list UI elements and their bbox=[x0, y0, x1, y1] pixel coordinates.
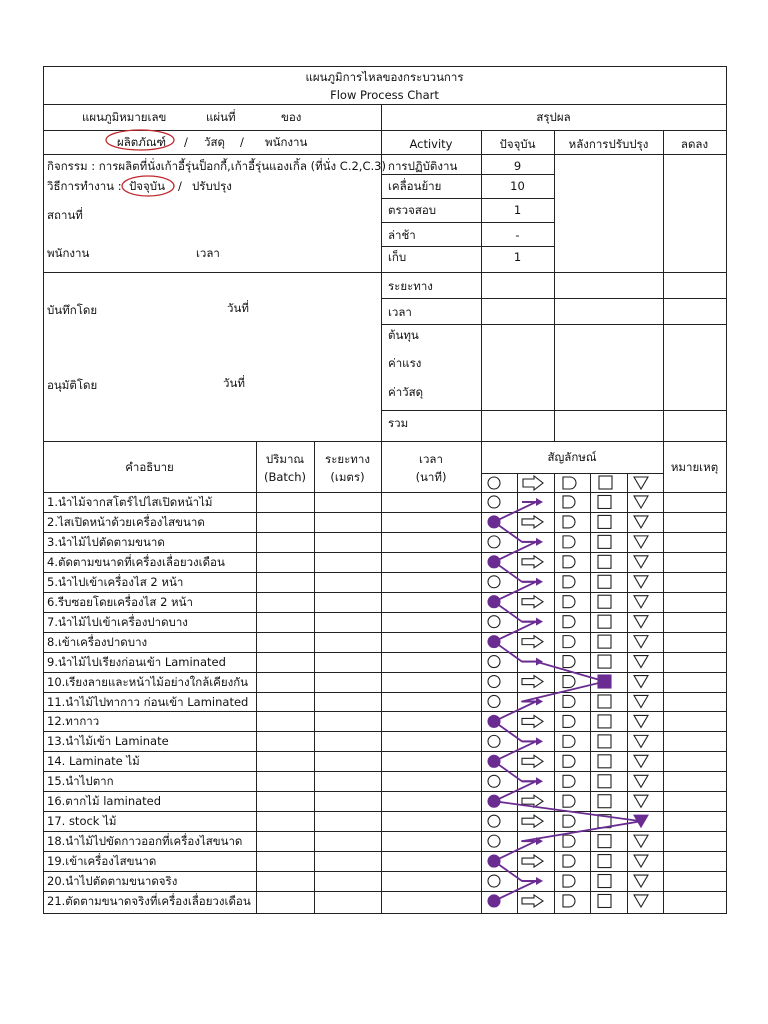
inspection-square-icon bbox=[598, 495, 611, 508]
summary-cost: ต้นทุน bbox=[388, 328, 419, 342]
step-description: 5.นำไปเข้าเครื่องไส 2 หน้า bbox=[47, 574, 184, 589]
inspection-square-icon bbox=[598, 855, 611, 868]
time-header-2: (นาที) bbox=[415, 470, 447, 484]
method-sep: / bbox=[178, 179, 182, 193]
transport-arrow-icon bbox=[522, 855, 543, 867]
operation-circle-icon bbox=[488, 735, 500, 747]
operation-circle-icon bbox=[488, 496, 500, 508]
delay-d-icon bbox=[563, 656, 575, 668]
transport-arrow-icon bbox=[522, 636, 543, 648]
delay-d-icon bbox=[563, 815, 575, 827]
summary-labor: ค่าแรง bbox=[388, 356, 422, 370]
qty-header-2: (Batch) bbox=[263, 470, 307, 484]
summary-present-2: 1 bbox=[513, 203, 522, 217]
inspection-square-icon bbox=[598, 515, 611, 528]
storage-triangle-icon bbox=[634, 636, 648, 648]
time-label: เวลา bbox=[196, 246, 220, 260]
time-header-1: เวลา bbox=[419, 452, 443, 466]
operation-circle-icon bbox=[488, 695, 500, 707]
step-description: 21.ตัดตามขนาดจริงที่เครื่องเลื่อยวงเดือน bbox=[47, 894, 251, 908]
storage-triangle-icon bbox=[634, 496, 648, 508]
delay-d-icon bbox=[563, 636, 575, 648]
transport-arrow-icon bbox=[522, 895, 543, 907]
storage-triangle-icon bbox=[634, 616, 648, 628]
present-header: ปัจจุบัน bbox=[499, 137, 536, 151]
step-symbol-row bbox=[488, 755, 648, 768]
delay-d-icon bbox=[563, 735, 575, 747]
inspection-square-icon bbox=[598, 615, 611, 628]
remark-header: หมายเหตุ bbox=[670, 460, 719, 474]
transport-arrow-icon bbox=[522, 755, 543, 767]
step-description: 15.นำไปตาก bbox=[47, 774, 114, 789]
inspection-square-icon bbox=[598, 875, 611, 888]
improved-header: หลังการปรับปรุง bbox=[568, 137, 649, 151]
storage-triangle-icon bbox=[634, 895, 648, 907]
activity-header: Activity bbox=[409, 137, 453, 151]
inspection-square-icon bbox=[598, 795, 611, 808]
storage-triangle-icon bbox=[634, 735, 648, 747]
title-english: Flow Process Chart bbox=[330, 88, 439, 102]
worker-label: พนักงาน bbox=[47, 246, 90, 260]
type-product: ผลิตภัณฑ์ bbox=[117, 135, 167, 149]
step-symbol-row bbox=[488, 655, 648, 668]
summary-present-3: - bbox=[515, 228, 520, 242]
summary-activity-1: เคลื่อนย้าย bbox=[388, 179, 442, 193]
inspection-square-icon bbox=[598, 715, 611, 728]
delay-d-icon bbox=[563, 616, 575, 628]
saving-header: ลดลง bbox=[680, 137, 709, 151]
storage-triangle-icon bbox=[634, 596, 648, 608]
storage-triangle-icon bbox=[634, 477, 648, 489]
method-improved: ปรับปรุง bbox=[192, 179, 232, 193]
summary-present-0: 9 bbox=[513, 159, 522, 173]
delay-d-icon bbox=[563, 536, 575, 548]
operation-circle-icon bbox=[488, 875, 500, 887]
operation-circle-icon bbox=[488, 616, 500, 628]
summary-present-4: 1 bbox=[513, 250, 522, 264]
inspection-square-icon bbox=[598, 894, 611, 907]
step-description: 10.เรียงลายและหน้าไม้อย่างใกล้เคียงกัน bbox=[47, 674, 249, 689]
step-symbol-row bbox=[488, 735, 648, 748]
summary-activity-2: ตรวจสอบ bbox=[388, 203, 437, 217]
inspection-square-icon bbox=[598, 575, 611, 588]
delay-d-icon bbox=[563, 477, 576, 489]
summary-activity-4: เก็บ bbox=[388, 250, 407, 264]
step-symbol-row bbox=[488, 555, 648, 568]
storage-triangle-icon bbox=[634, 556, 648, 568]
operation-circle-icon bbox=[488, 775, 500, 787]
summary-activity-0: การปฏิบัติงาน bbox=[388, 159, 458, 173]
transport-arrow-icon bbox=[522, 596, 543, 608]
symbol-header: สัญลักษณ์ bbox=[547, 450, 597, 464]
delay-d-icon bbox=[563, 795, 575, 807]
summary-present-1: 10 bbox=[510, 179, 525, 193]
inspection-square-icon bbox=[598, 655, 611, 668]
storage-triangle-icon bbox=[634, 755, 648, 767]
storage-triangle-icon bbox=[634, 795, 648, 807]
operation-circle-icon bbox=[488, 536, 500, 548]
summary-material: ค่าวัสดุ bbox=[388, 385, 424, 399]
step-description: 3.นำไม้ไปตัดตามขนาด bbox=[47, 534, 165, 549]
inspection-square-icon bbox=[598, 595, 611, 608]
operation-circle-icon bbox=[488, 676, 500, 688]
storage-triangle-icon bbox=[634, 516, 648, 528]
summary-distance: ระยะทาง bbox=[388, 279, 433, 293]
delay-d-icon bbox=[563, 855, 575, 867]
step-description: 12.ทากาว bbox=[47, 714, 100, 729]
delay-d-icon bbox=[563, 676, 575, 688]
type-sep1: / bbox=[184, 135, 188, 149]
step-symbol-row bbox=[488, 715, 648, 728]
step-description: 4.ตัดตามขนาดที่เครื่องเลื่อยวงเดือน bbox=[47, 554, 225, 569]
storage-triangle-icon bbox=[634, 676, 648, 688]
type-worker: พนักงาน bbox=[265, 135, 308, 149]
inspection-square-icon bbox=[598, 735, 611, 748]
storage-triangle-icon bbox=[634, 775, 648, 787]
step-description: 7.นำไม้ไปเข้าเครื่องปาดบาง bbox=[47, 614, 188, 629]
step-symbol-row bbox=[488, 675, 648, 688]
recorded-date-label: วันที่ bbox=[227, 301, 249, 315]
storage-triangle-icon bbox=[634, 695, 648, 707]
chart-number-label: แผนภูมิหมายเลข bbox=[82, 110, 167, 124]
delay-d-icon bbox=[563, 556, 575, 568]
summary-label: สรุปผล bbox=[536, 110, 571, 124]
step-description: 16.ตากไม้ laminated bbox=[47, 794, 162, 809]
method-label: วิธีการทำงาน : bbox=[47, 179, 122, 193]
step-symbol-row bbox=[488, 695, 648, 708]
step-symbol-row bbox=[488, 515, 648, 528]
step-description: 14. Laminate ไม้ bbox=[47, 754, 140, 769]
step-description: 19.เข้าเครื่องไสขนาด bbox=[47, 854, 157, 869]
delay-d-icon bbox=[563, 755, 575, 767]
summary-activity-3: ล่าช้า bbox=[388, 228, 416, 242]
operation-circle-icon bbox=[488, 477, 500, 489]
storage-triangle-icon bbox=[634, 656, 648, 668]
step-description: 9.นำไม้ไปเรียงก่อนเข้า Laminated bbox=[47, 654, 226, 669]
step-symbol-row bbox=[488, 575, 648, 588]
step-symbol-row bbox=[488, 795, 648, 808]
storage-triangle-icon bbox=[634, 576, 648, 588]
title-thai: แผนภูมิการไหลของกระบวนการ bbox=[305, 70, 464, 84]
transport-arrow-icon bbox=[522, 516, 543, 528]
inspection-square-icon bbox=[598, 835, 611, 848]
inspection-square-icon bbox=[598, 695, 611, 708]
step-description: 11.นำไม้ไปทากาว ก่อนเข้า Laminated bbox=[47, 694, 249, 709]
operation-circle-icon bbox=[488, 835, 500, 847]
step-symbol-row bbox=[488, 775, 648, 788]
method-present: ปัจจุบัน bbox=[129, 179, 165, 193]
type-material: วัสดุ bbox=[204, 135, 225, 149]
delay-d-icon bbox=[563, 775, 575, 787]
summary-total: รวม bbox=[388, 416, 409, 430]
transport-arrow-icon bbox=[523, 476, 543, 490]
process-flow-line bbox=[494, 502, 641, 901]
operation-circle-icon bbox=[488, 656, 500, 668]
storage-triangle-icon bbox=[634, 536, 648, 548]
step-symbol-row bbox=[488, 595, 648, 608]
delay-d-icon bbox=[563, 496, 575, 508]
delay-d-icon bbox=[563, 516, 575, 528]
delay-d-icon bbox=[563, 835, 575, 847]
storage-triangle-icon bbox=[634, 835, 648, 847]
step-symbol-row bbox=[488, 535, 648, 548]
transport-arrow-icon bbox=[522, 676, 543, 688]
summary-time: เวลา bbox=[388, 305, 412, 319]
step-symbol-row bbox=[488, 855, 648, 868]
step-symbol-row bbox=[488, 635, 648, 648]
storage-triangle-icon bbox=[634, 855, 648, 867]
inspection-square-icon bbox=[598, 555, 611, 568]
of-label: ของ bbox=[281, 110, 302, 124]
step-description: 17. stock ไม้ bbox=[47, 814, 117, 829]
step-description: 8.เข้าเครื่องปาดบาง bbox=[47, 634, 148, 649]
step-description: 18.นำไม้ไปขัดกาวออกที่เครื่องไสขนาด bbox=[47, 834, 243, 849]
operation-circle-icon bbox=[488, 815, 500, 827]
desc-header: คำอธิบาย bbox=[125, 460, 174, 474]
delay-d-icon bbox=[563, 695, 575, 707]
step-description: 1.นำไม้จากสโตร์ไปไสเปิดหน้าไม้ bbox=[47, 495, 213, 509]
activity-info: กิจกรรม : การผลิตที่นั่งเก้าอี้รุ่นป็อกกี้,เก้าอี้รุ่นแองเกิ้ล (ที่นั่ง C.2,C.3) bbox=[47, 159, 386, 173]
dist-header-1: ระยะทาง bbox=[325, 452, 370, 466]
inspection-square-icon bbox=[598, 775, 611, 788]
storage-triangle-icon bbox=[634, 875, 648, 887]
delay-d-icon bbox=[563, 576, 575, 588]
location-label: สถานที่ bbox=[47, 208, 83, 222]
step-description: 20.นำไปตัดตามขนาดจริง bbox=[47, 874, 178, 889]
transport-arrow-icon bbox=[522, 556, 543, 568]
step-description: 6.รีบซอยโดยเครื่องไส 2 หน้า bbox=[47, 594, 193, 609]
step-description: 2.ไสเปิดหน้าด้วยเครื่องไสขนาด bbox=[47, 514, 205, 529]
delay-d-icon bbox=[563, 895, 575, 907]
delay-d-icon bbox=[563, 715, 575, 727]
step-description: 13.นำไม้เข้า Laminate bbox=[47, 734, 169, 749]
qty-header-1: ปริมาณ bbox=[265, 452, 305, 466]
approved-by-label: อนุมัติโดย bbox=[47, 378, 98, 392]
sheet-label: แผ่นที่ bbox=[206, 110, 236, 124]
dist-header-2: (เมตร) bbox=[330, 470, 365, 484]
storage-triangle-icon bbox=[634, 715, 648, 727]
transport-arrow-icon bbox=[522, 815, 543, 827]
step-symbol-row bbox=[488, 894, 648, 907]
step-symbol-row bbox=[488, 495, 648, 508]
step-symbol-row bbox=[488, 875, 648, 888]
step-symbol-row bbox=[488, 835, 648, 848]
type-sep2: / bbox=[240, 135, 244, 149]
approved-date-label: วันที่ bbox=[223, 376, 245, 390]
inspection-square-icon bbox=[598, 755, 611, 768]
inspection-square-icon bbox=[598, 635, 611, 648]
inspection-square-icon bbox=[599, 476, 612, 489]
delay-d-icon bbox=[563, 596, 575, 608]
transport-arrow-icon bbox=[522, 715, 543, 727]
symbol-legend-row bbox=[488, 476, 648, 490]
inspection-square-icon bbox=[598, 535, 611, 548]
step-symbol-row bbox=[488, 815, 648, 828]
delay-d-icon bbox=[563, 875, 575, 887]
recorded-by-label: บันทึกโดย bbox=[47, 303, 98, 317]
step-symbol-row bbox=[488, 615, 648, 628]
operation-circle-icon bbox=[488, 576, 500, 588]
